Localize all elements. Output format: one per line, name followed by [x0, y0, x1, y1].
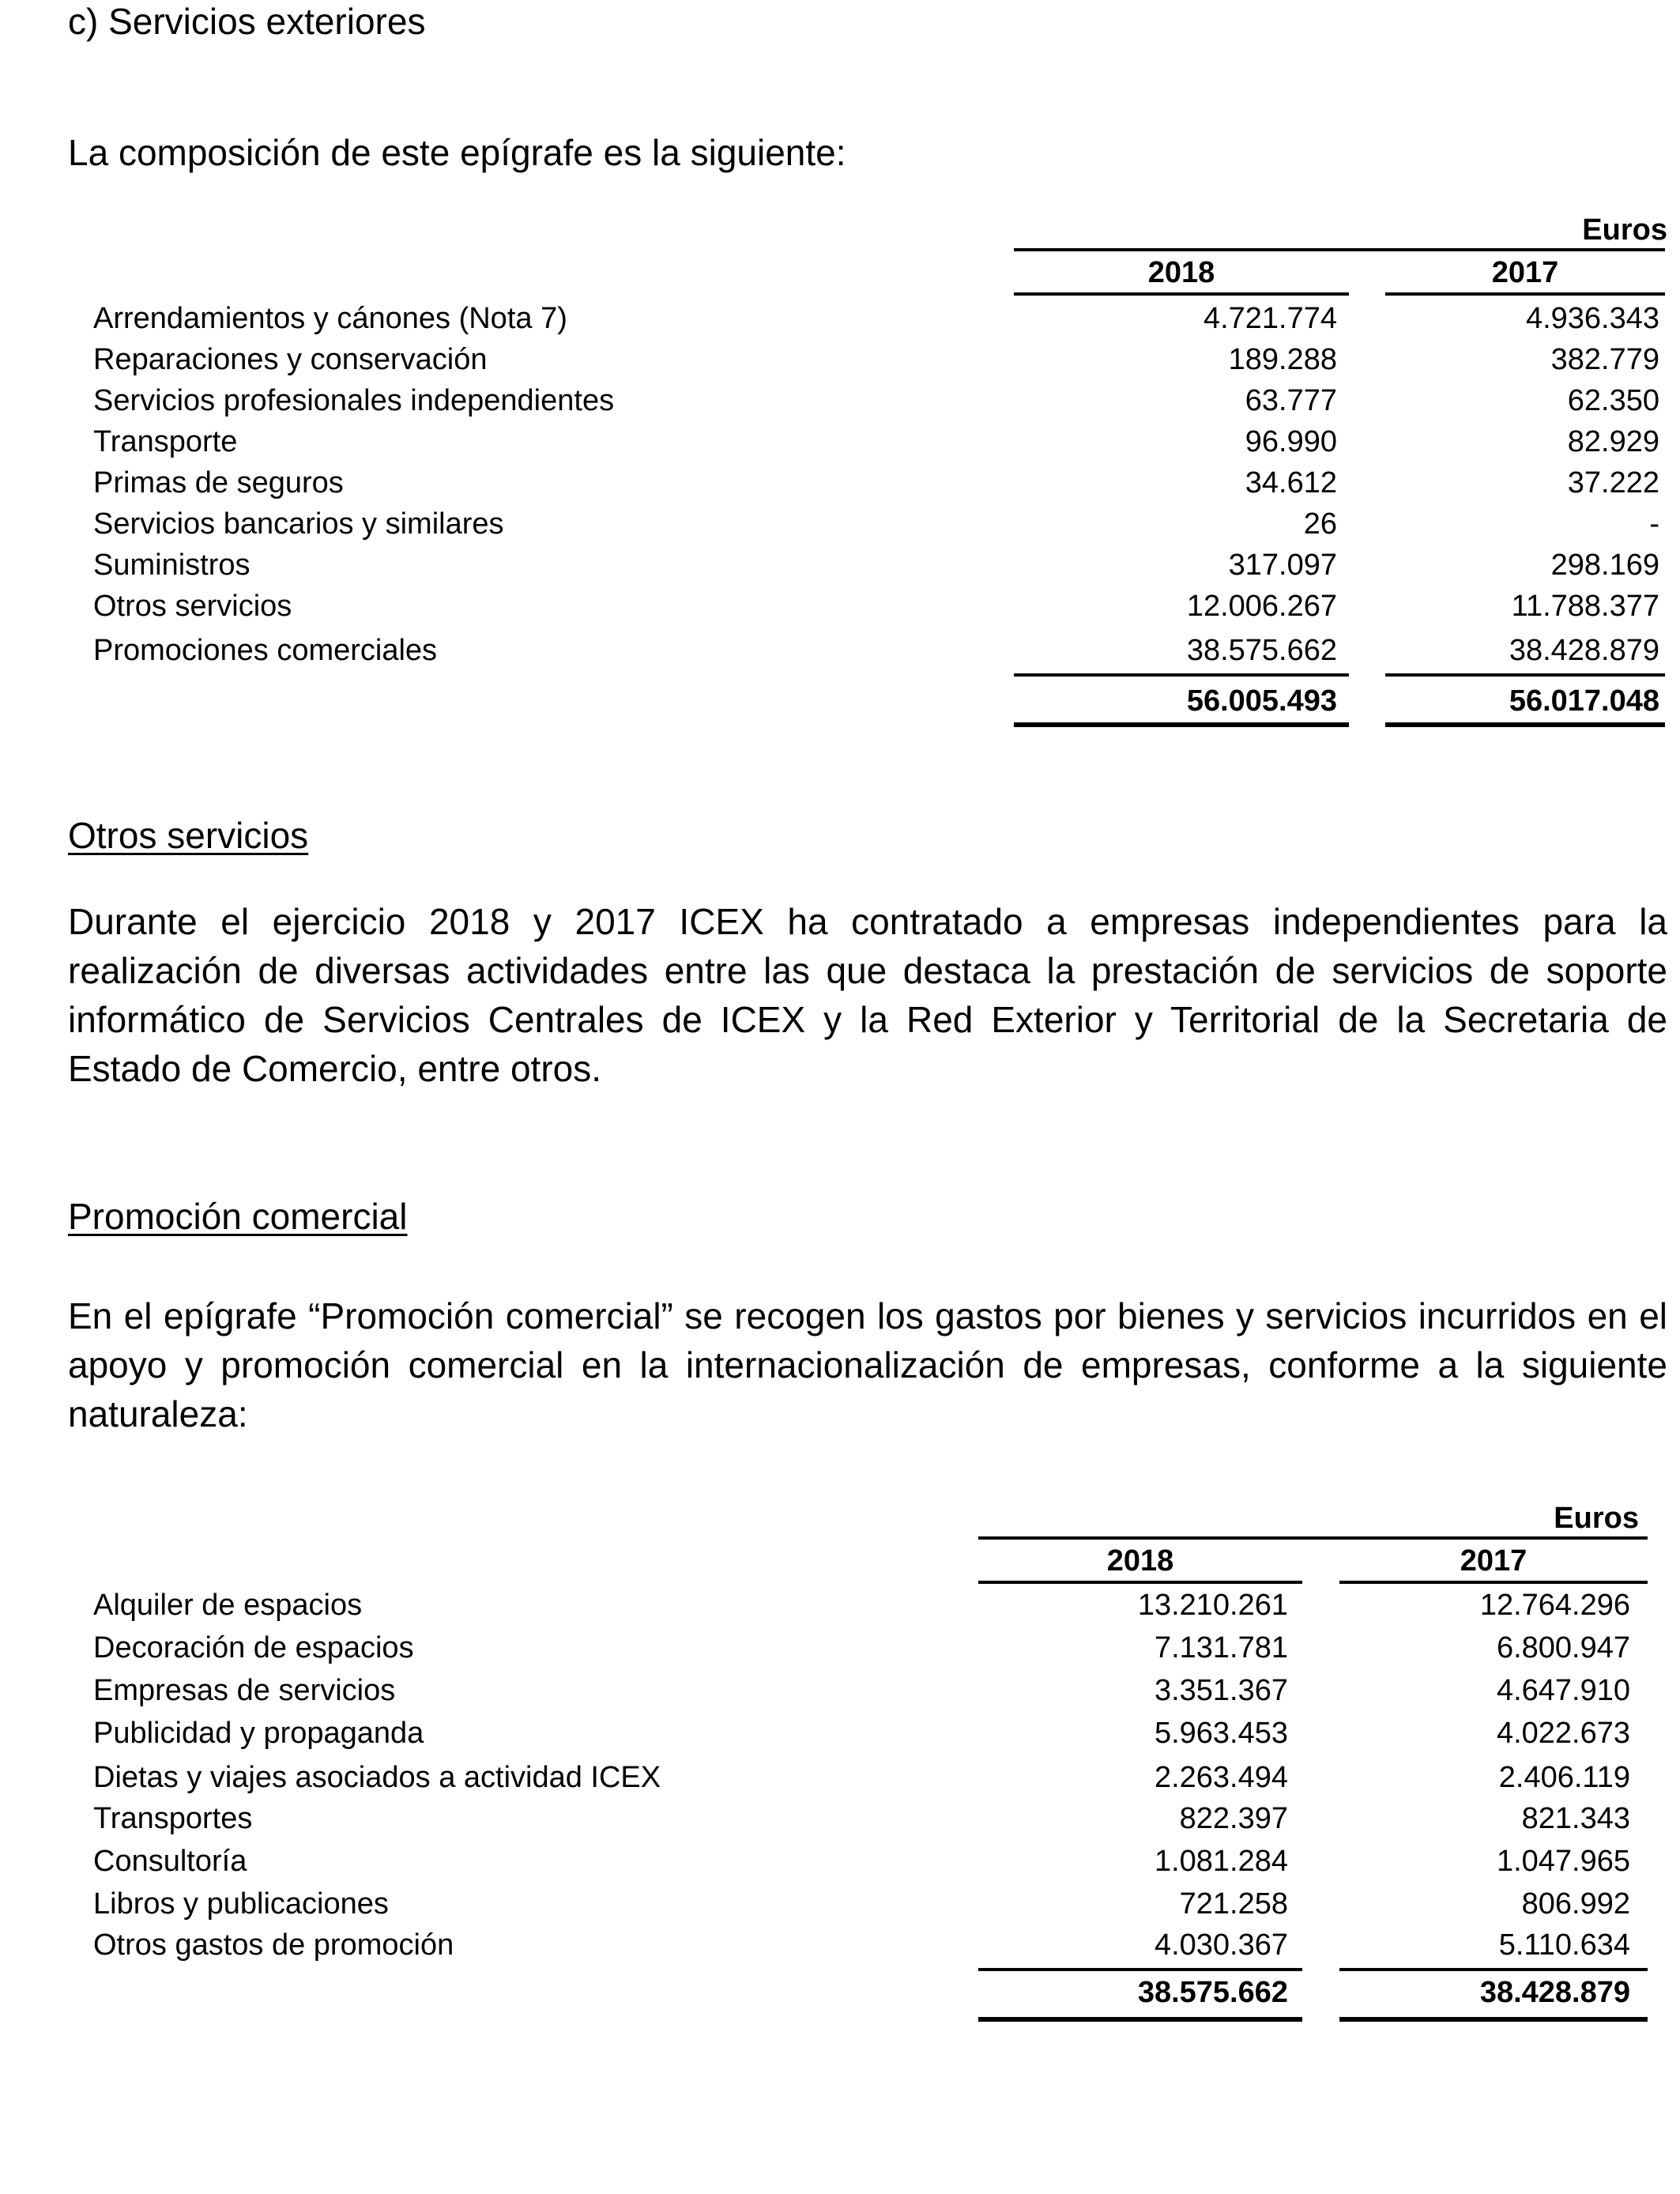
table1-total-double-rule-2017: [1385, 722, 1665, 727]
table2-row-label: Alquiler de espacios: [93, 1589, 363, 1622]
table2-row-2017: 1.047.965: [1496, 1845, 1630, 1878]
table2-currency-label: Euros: [1554, 1502, 1639, 1535]
table2-col-2017: 2017: [1460, 1544, 1527, 1578]
table2-row-label: Publicidad y propaganda: [93, 1717, 424, 1750]
table1-row-2018: 26: [1303, 507, 1337, 541]
table1-row-2017: 37.222: [1567, 466, 1659, 499]
table1-row-2018: 317.097: [1228, 548, 1337, 582]
table1-row-label: Promociones comerciales: [93, 634, 438, 667]
table1-row-label: Servicios bancarios y similares: [93, 507, 504, 541]
table2-row-2018: 13.210.261: [1137, 1589, 1288, 1622]
otros-servicios-paragraph: Durante el ejercicio 2018 y 2017 ICEX ha contratado a empresas independientes para la realización de diversas actividades entre las que destaca la prestación de servicios de soporte informático de Servicios Centrales de ICEX y la Red Exterior y Territorial de la Secretaria de Estado de Comercio, entre otros.: [68, 901, 1667, 1089]
table1-row-label: Primas de seguros: [93, 466, 344, 499]
table1-row-label: Reparaciones y conservación: [93, 343, 488, 376]
table2-row-2017: 2.406.119: [1498, 1761, 1630, 1794]
table2-col-2018: 2018: [1106, 1544, 1174, 1578]
table2-row-2018: 721.258: [1179, 1887, 1288, 1921]
table1-row-2018: 96.990: [1245, 425, 1337, 458]
table1-total-2018: 56.005.493: [1186, 684, 1337, 718]
table2-row-2018: 5.963.453: [1154, 1717, 1288, 1750]
table1-total-2017: 56.017.048: [1509, 684, 1659, 718]
table1-col-2018-rule: [1014, 292, 1349, 296]
table1-row-2017: 82.929: [1567, 425, 1659, 458]
table1-row-2017: -: [1649, 507, 1659, 541]
table2-row-label: Transportes: [93, 1802, 253, 1835]
table2-row-2017: 6.800.947: [1496, 1631, 1630, 1664]
table1-row-2018: 63.777: [1245, 384, 1337, 417]
promocion-comercial-heading: Promoción comercial: [68, 1196, 408, 1237]
table2-row-2017: 806.992: [1521, 1887, 1630, 1921]
table2-row-2017: 4.022.673: [1496, 1717, 1630, 1750]
table2-row-2017: 12.764.296: [1479, 1589, 1630, 1622]
table1-row-2017: 62.350: [1567, 384, 1659, 417]
table1-row-2018: 12.006.267: [1186, 590, 1337, 623]
table2-row-2018: 3.351.367: [1154, 1674, 1288, 1707]
table2-row-label: Decoración de espacios: [93, 1631, 414, 1664]
table2-header-rule: [978, 1536, 1648, 1540]
table1-row-2018: 189.288: [1228, 343, 1337, 376]
intro-text: La composición de este epígrafe es la siguiente:: [68, 132, 846, 173]
table1-col-2017: 2017: [1491, 256, 1559, 289]
table2-row-label: Dietas y viajes asociados a actividad ICEX: [93, 1761, 661, 1794]
table2-row-2018: 7.131.781: [1154, 1631, 1288, 1664]
table1-row-label: Transporte: [93, 425, 238, 458]
table2-total-2018: 38.575.662: [1137, 1976, 1288, 2009]
table1-row-label: Suministros: [93, 548, 250, 582]
table2-total-double-rule-2018: [978, 2017, 1302, 2022]
table2-row-label: Libros y publicaciones: [93, 1887, 389, 1921]
table1-row-2018: 34.612: [1245, 466, 1337, 499]
table1-row-label: Otros servicios: [93, 590, 292, 623]
table1-row-2018: 38.575.662: [1186, 634, 1337, 667]
table2-row-label: Empresas de servicios: [93, 1674, 396, 1707]
table2-col-2017-rule: [1339, 1581, 1648, 1584]
table1-col-2017-rule: [1385, 292, 1665, 296]
table2-row-2018: 2.263.494: [1154, 1761, 1288, 1794]
table1-row-2017: 382.779: [1550, 343, 1659, 376]
table2-row-2017: 4.647.910: [1496, 1674, 1630, 1707]
table1-row-label: Arrendamientos y cánones (Nota 7): [93, 302, 567, 335]
section-title: c) Servicios exteriores: [68, 1, 426, 42]
table2-total-rule-2017: [1339, 1968, 1648, 1971]
table2-total-2017: 38.428.879: [1479, 1976, 1630, 2009]
table2-row-2018: 822.397: [1179, 1802, 1288, 1835]
table2-row-2017: 5.110.634: [1498, 1928, 1630, 1962]
table1-total-rule-2018: [1014, 673, 1349, 677]
table2-row-2017: 821.343: [1521, 1802, 1630, 1835]
table2-row-label: Otros gastos de promoción: [93, 1928, 454, 1962]
otros-servicios-heading: Otros servicios: [68, 815, 309, 856]
table2-total-double-rule-2017: [1339, 2017, 1648, 2022]
table2-row-label: Consultoría: [93, 1845, 247, 1878]
table1-total-double-rule-2018: [1014, 722, 1349, 727]
table1-row-2018: 4.721.774: [1203, 302, 1337, 335]
table2-total-rule-2018: [978, 1968, 1302, 1971]
promocion-comercial-paragraph: En el epígrafe “Promoción comercial” se recogen los gastos por bienes y servicios incurridos en el apoyo y promoción comercial en la internacionalización de empresas, conforme a la siguiente naturaleza:: [68, 1295, 1667, 1434]
table2-row-2018: 1.081.284: [1154, 1845, 1288, 1878]
table1-row-2017: 298.169: [1550, 548, 1659, 582]
table1-header-rule: [1014, 248, 1665, 251]
table1-row-2017: 38.428.879: [1509, 634, 1659, 667]
table2-row-2018: 4.030.367: [1154, 1928, 1288, 1962]
table1-col-2018: 2018: [1147, 256, 1215, 289]
table1-row-2017: 4.936.343: [1525, 302, 1659, 335]
table1-currency-label: Euros: [1582, 213, 1667, 247]
table1-row-2017: 11.788.377: [1511, 590, 1659, 623]
table1-row-label: Servicios profesionales independientes: [93, 384, 615, 417]
table1-total-rule-2017: [1385, 673, 1665, 677]
table2-col-2018-rule: [978, 1581, 1302, 1584]
